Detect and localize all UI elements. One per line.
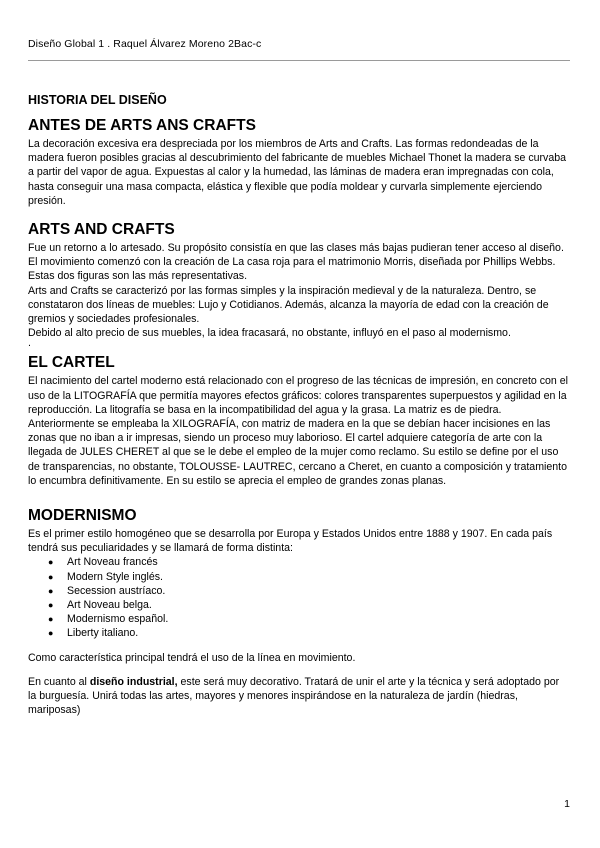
bullet-icon: ● [48, 600, 54, 611]
list-item: ● Liberty italiano. [48, 627, 139, 640]
bullet-icon: ● [48, 557, 54, 568]
paragraph: El nacimiento del cartel moderno está relacionado con el progreso de las técnicas de impresión, en concreto con el uso de la LITOGRAFÍA que permitía mayores efectos gráficos: colores transparentes superpuestos y agilidad en la reproducción. La litografía se basa en la incompatibilidad del agua y la grasa. La matriz es de piedra. Anteriormente se empleaba la XILOGRAFÍA, con matriz de madera en la que se debían hacer incisiones en las zonas que no iban a ir impresas, siendo un proceso muy laborioso. El cartel adquiere categoría de arte con la llegada de JULES CHERET al que se le debe el empleo de la mujer como reclamo. Su estilo se define por el uso de transparencias, no obstante, TOLOUSSE- LAUTREC, cercano a Cheret, en cuanto a composición y tratamiento lo encumbra definitivamente. En su estilo se aprecia el empleo de grandes zonas planas. [28, 375, 568, 487]
paragraph: El movimiento comenzó con la creación de La casa roja para el matrimonio Morris, diseñada por Phillips Webbs. Estas dos figuras son las más representativas. [28, 256, 556, 283]
document-title: HISTORIA DEL DISEÑO [28, 93, 167, 107]
bullet-icon: ● [48, 614, 54, 625]
bullet-icon: ● [48, 571, 54, 582]
section-heading: ARTS AND CRAFTS [28, 221, 175, 239]
list-item: ● Secession austríaco. [48, 584, 166, 597]
list-item: ● Art Noveau belga. [48, 599, 152, 612]
paragraph: Como característica principal tendrá el uso de la línea en movimiento. [28, 651, 356, 664]
paragraph: Es el primer estilo homogéneo que se desarrolla por Europa y Estados Unidos entre 1888 y 1907. En cada país tendrá sus peculiaridades y se llamará de forma distinta: [28, 528, 553, 555]
section-el-cartel [28, 353, 570, 488]
bullet-icon: ● [48, 628, 54, 639]
bullet-icon: ● [48, 585, 54, 596]
section-modernismo [28, 506, 570, 717]
page-number: 1 [564, 798, 570, 810]
list-item: ● Modernismo español. [48, 613, 169, 626]
list-item: ● Art Noveau francés [48, 556, 158, 569]
paragraph: Arts and Crafts se caracterizó por las formas simples y la inspiración medieval y de la naturaleza. Dentro, se constataron dos líneas de muebles: Lujo y Cotidianos. Además, alcanza la mayoría de edad con la creación de gremios y sociedades profesionales. [28, 284, 549, 326]
section-heading: ANTES DE ARTS ANS CRAFTS [28, 117, 256, 134]
page-header: Diseño Global 1 . Raquel Álvarez Moreno 2Bac-c [28, 38, 262, 50]
document-body [28, 93, 570, 730]
modernismo-list [28, 555, 570, 640]
paragraph: En cuanto al diseño industrial, este será muy decorativo. Tratará de unir el arte y la técnica y será adoptado por la burguesía. Unirá todas las artes, mayores y menores inspirándose en la naturaleza de jardín (hiedras, mariposas) [28, 675, 560, 717]
section-heading: MODERNISMO [28, 507, 137, 525]
section-heading: EL CARTEL [28, 354, 115, 372]
paragraph: Debido al alto precio de sus muebles, la idea fracasará, no obstante, influyó en el paso al modernismo. [28, 327, 511, 340]
paragraph: Fue un retorno a lo artesado. Su propósito consistía en que las clases más bajas pudieran tener acceso al diseño. [28, 242, 564, 255]
paragraph: La decoración excesiva era despreciada por los miembros de Arts and Crafts. Las formas redondeadas de la madera fueron posibles gracias al descubrimiento del fabricante de muebles Michael Thonet la madera se curvaba a partir del vapor de agua. Expuestas al calor y la humedad, las láminas de madera eran impregnadas con cola, hasta conseguir una masa compacta, elástica y flexible que podía moldear y curvarla simplemente ejerciendo presión. [28, 138, 567, 207]
header-divider [28, 60, 570, 61]
section-antes [28, 116, 570, 208]
bold-term: diseño industrial, [89, 675, 178, 688]
section-arts-and-crafts [28, 220, 570, 350]
list-item: ● Modern Style inglés. [48, 570, 163, 583]
paragraph: . [28, 337, 31, 350]
